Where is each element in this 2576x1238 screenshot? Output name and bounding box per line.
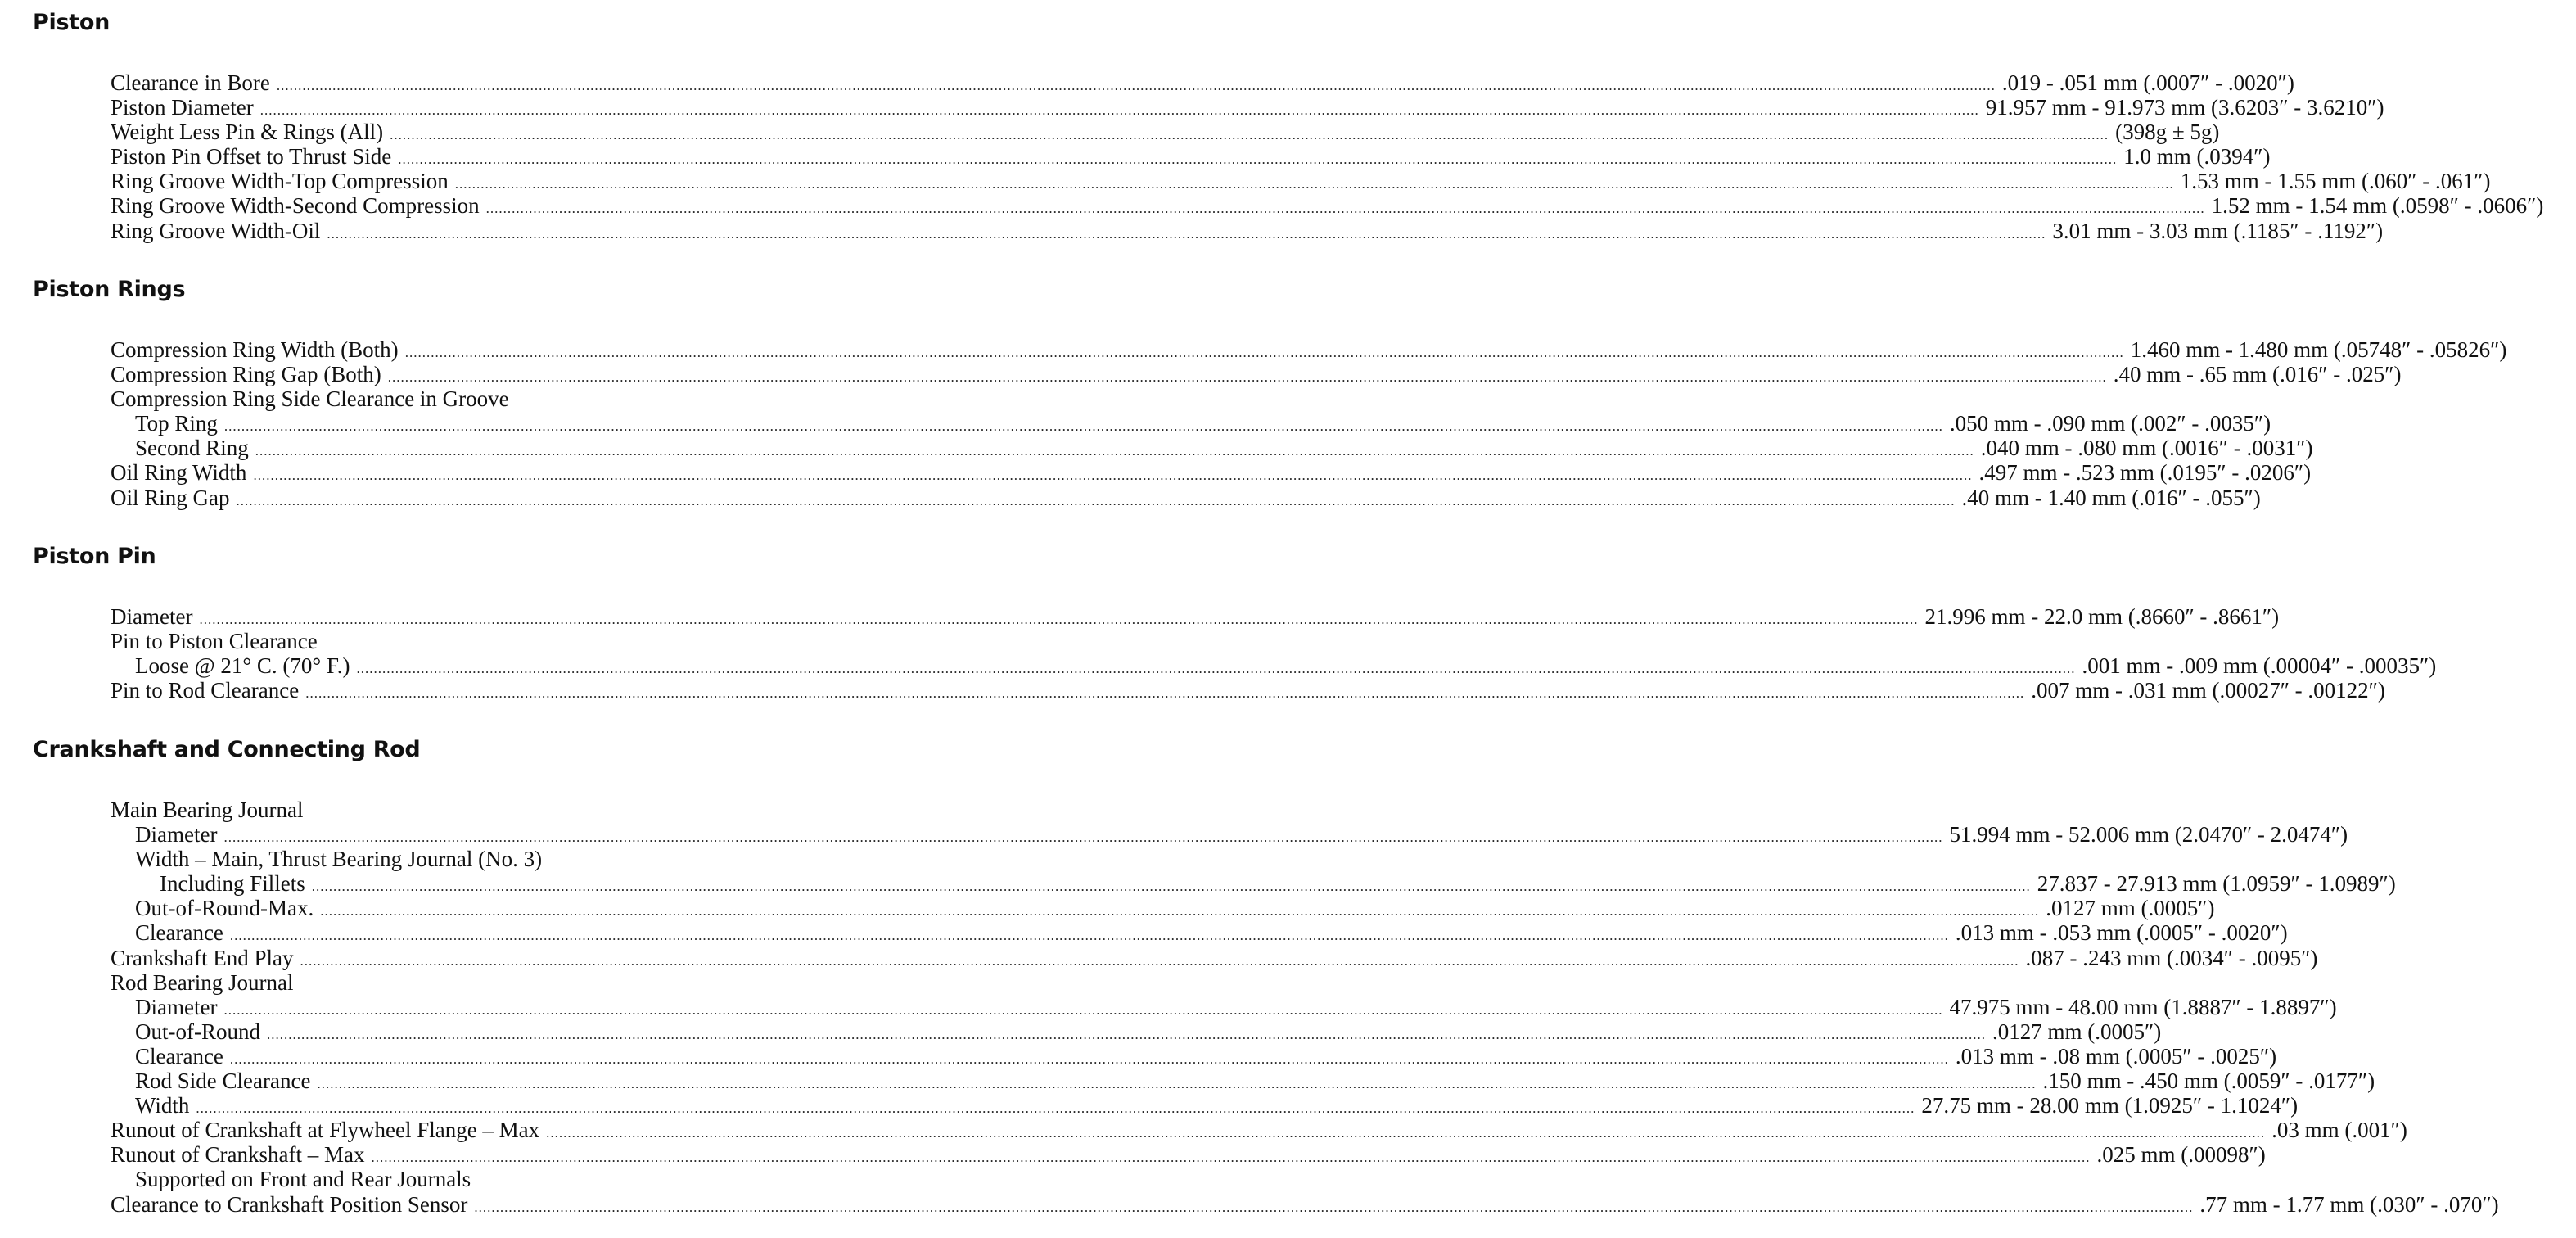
spec-label: Out-of-Round-Max. bbox=[135, 896, 314, 921]
section-rows-piston-pin bbox=[0, 604, 2437, 703]
dot-leader: ................................................................................................................................................................................................................................................................................................................................................................................................................ bbox=[196, 1100, 1915, 1117]
spec-row bbox=[0, 871, 2396, 897]
spec-row bbox=[0, 847, 1179, 871]
dot-leader: ................................................................................................................................................................................................................................................................................................................................................................................................................ bbox=[266, 1026, 1986, 1042]
dot-leader: ................................................................................................................................................................................................................................................................................................................................................................................................................ bbox=[404, 345, 2124, 360]
spec-row bbox=[0, 485, 2261, 510]
dot-leader: ................................................................................................................................................................................................................................................................................................................................................................................................................ bbox=[199, 612, 1919, 627]
spec-value: 51.994 mm - 52.006 mm (2.0470″ - 2.0474″) bbox=[1949, 822, 2348, 847]
dot-leader: ................................................................................................................................................................................................................................................................................................................................................................................................................ bbox=[398, 151, 2118, 168]
spec-row bbox=[0, 144, 2271, 169]
dot-leader: ................................................................................................................................................................................................................................................................................................................................................................................................................ bbox=[390, 127, 2109, 143]
dot-leader: ................................................................................................................................................................................................................................................................................................................................................................................................................ bbox=[223, 418, 1943, 435]
spec-value: .013 mm - .08 mm (.0005″ - .0025″) bbox=[1955, 1043, 2277, 1069]
spec-row bbox=[0, 994, 2337, 1019]
section-rows-crankshaft bbox=[0, 797, 2499, 1217]
spec-label: Runout of Crankshaft – Max bbox=[111, 1142, 365, 1168]
dot-leader: ................................................................................................................................................................................................................................................................................................................................................................................................................ bbox=[276, 78, 1996, 93]
spec-row bbox=[0, 120, 2220, 145]
dot-leader: ................................................................................................................................................................................................................................................................................................................................................................................................................ bbox=[305, 685, 2025, 702]
spec-value: 47.975 mm - 48.00 mm (1.8887″ - 1.8897″) bbox=[1949, 994, 2337, 1019]
spec-row bbox=[0, 70, 2294, 95]
spec-value: (398g ± 5g) bbox=[2115, 120, 2220, 145]
spec-label: Rod Bearing Journal bbox=[111, 969, 294, 995]
dot-leader: ................................................................................................................................................................................................................................................................................................................................................................................................................ bbox=[474, 1199, 2194, 1215]
spec-value: .40 mm - .65 mm (.016″ - .025″) bbox=[2113, 362, 2402, 387]
spec-row bbox=[0, 1118, 2407, 1143]
spec-value: .007 mm - .031 mm (.00027″ - .00122″) bbox=[2031, 678, 2385, 703]
spec-row bbox=[0, 797, 1179, 822]
spec-row bbox=[0, 945, 2318, 970]
dot-leader: ................................................................................................................................................................................................................................................................................................................................................................................................................ bbox=[317, 1076, 2037, 1092]
spec-label: Clearance in Bore bbox=[111, 70, 270, 95]
dot-leader: ................................................................................................................................................................................................................................................................................................................................................................................................................ bbox=[320, 903, 2040, 919]
spec-label: Width – Main, Thrust Bearing Journal (No. 3) bbox=[135, 847, 543, 872]
spec-label: Top Ring bbox=[135, 411, 218, 436]
spec-value: .77 mm - 1.77 mm (.030″ - .070″) bbox=[2199, 1191, 2499, 1217]
spec-label: Rod Side Clearance bbox=[135, 1069, 311, 1094]
spec-value: .001 mm - .009 mm (.00004″ - .00035″) bbox=[2082, 653, 2437, 679]
spec-label: Oil Ring Width bbox=[111, 460, 247, 486]
spec-label: Crankshaft End Play bbox=[111, 945, 294, 970]
spec-label: Runout of Crankshaft at Flywheel Flange – Max bbox=[111, 1118, 540, 1143]
dot-leader: ................................................................................................................................................................................................................................................................................................................................................................................................................ bbox=[546, 1125, 2266, 1141]
spec-row bbox=[0, 653, 2437, 679]
section-title-piston-pin: Piston Pin bbox=[33, 544, 156, 569]
spec-label: Diameter bbox=[135, 994, 218, 1019]
spec-row bbox=[0, 362, 2402, 387]
spec-value: 21.996 mm - 22.0 mm (.8660″ - .8661″) bbox=[1924, 604, 2280, 629]
spec-value: 1.0 mm (.0394″) bbox=[2123, 144, 2271, 169]
spec-row bbox=[0, 1069, 2375, 1094]
spec-label: Clearance bbox=[135, 920, 223, 946]
spec-value: .40 mm - 1.40 mm (.016″ - .055″) bbox=[1961, 485, 2261, 510]
spec-value: .013 mm - .053 mm (.0005″ - .0020″) bbox=[1955, 920, 2288, 946]
dot-leader: ................................................................................................................................................................................................................................................................................................................................................................................................................ bbox=[259, 102, 1979, 119]
section-title-crankshaft: Crankshaft and Connecting Rod bbox=[33, 737, 421, 762]
spec-value: 1.52 mm - 1.54 mm (.0598″ - .0606″) bbox=[2211, 193, 2544, 219]
spec-value: .0127 mm (.0005″) bbox=[2046, 896, 2215, 921]
spec-label: Ring Groove Width-Second Compression bbox=[111, 193, 480, 219]
spec-value: .025 mm (.00098″) bbox=[2096, 1142, 2266, 1168]
spec-value: .03 mm (.001″) bbox=[2271, 1118, 2407, 1143]
spec-row bbox=[0, 95, 2384, 120]
spec-value: 91.957 mm - 91.973 mm (3.6203″ - 3.6210″) bbox=[1985, 95, 2384, 120]
spec-label: Ring Groove Width-Oil bbox=[111, 218, 321, 243]
spec-label: Clearance bbox=[135, 1043, 223, 1069]
dot-leader: ................................................................................................................................................................................................................................................................................................................................................................................................................ bbox=[485, 201, 2205, 217]
spec-row bbox=[0, 337, 2507, 362]
spec-value: 1.53 mm - 1.55 mm (.060″ - .061″) bbox=[2180, 169, 2491, 194]
spec-label: Loose @ 21° C. (70° F.) bbox=[135, 653, 350, 679]
spec-label: Compression Ring Side Clearance in Groove bbox=[111, 386, 509, 412]
spec-row bbox=[0, 1093, 2299, 1118]
spec-row bbox=[0, 1142, 2266, 1168]
spec-label: Piston Diameter bbox=[111, 95, 254, 120]
dot-leader: ................................................................................................................................................................................................................................................................................................................................................................................................................ bbox=[223, 1001, 1943, 1018]
spec-row bbox=[0, 1019, 2162, 1044]
spec-row bbox=[0, 896, 2215, 921]
dot-leader: ................................................................................................................................................................................................................................................................................................................................................................................................................ bbox=[311, 879, 2031, 895]
spec-row bbox=[0, 411, 2271, 436]
spec-label: Compression Ring Width (Both) bbox=[111, 337, 399, 362]
section-rows-piston bbox=[0, 70, 2544, 243]
spec-label: Ring Groove Width-Top Compression bbox=[111, 169, 449, 194]
dot-leader: ................................................................................................................................................................................................................................................................................................................................................................................................................ bbox=[356, 661, 2076, 677]
spec-label: Width bbox=[135, 1093, 190, 1118]
dot-leader: ................................................................................................................................................................................................................................................................................................................................................................................................................ bbox=[229, 928, 1949, 944]
spec-label: Including Fillets bbox=[160, 871, 305, 897]
spec-row bbox=[0, 678, 2385, 703]
spec-label: Diameter bbox=[111, 604, 193, 629]
dot-leader: ................................................................................................................................................................................................................................................................................................................................................................................................................ bbox=[236, 492, 1956, 508]
spec-label: Weight Less Pin & Rings (All) bbox=[111, 120, 384, 145]
spec-row bbox=[0, 386, 1179, 411]
spec-value: .497 mm - .523 mm (.0195″ - .0206″) bbox=[1978, 460, 2312, 486]
spec-label: Oil Ring Gap bbox=[111, 485, 230, 510]
spec-value: 1.460 mm - 1.480 mm (.05748″ - .05826″) bbox=[2130, 337, 2507, 362]
dot-leader: ................................................................................................................................................................................................................................................................................................................................................................................................................ bbox=[454, 176, 2174, 192]
spec-row bbox=[0, 193, 2544, 219]
dot-leader: ................................................................................................................................................................................................................................................................................................................................................................................................................ bbox=[387, 369, 2107, 386]
spec-value: .0127 mm (.0005″) bbox=[1992, 1019, 2162, 1044]
spec-value: 27.837 - 27.913 mm (1.0959″ - 1.0989″) bbox=[2037, 871, 2396, 897]
spec-label: Pin to Piston Clearance bbox=[111, 629, 318, 654]
spec-row bbox=[0, 920, 2288, 946]
dot-leader: ................................................................................................................................................................................................................................................................................................................................................................................................................ bbox=[300, 952, 2019, 969]
dot-leader: ................................................................................................................................................................................................................................................................................................................................................................................................................ bbox=[371, 1150, 2091, 1166]
spec-row bbox=[0, 169, 2491, 194]
spec-label: Pin to Rod Clearance bbox=[111, 678, 300, 703]
dot-leader: ................................................................................................................................................................................................................................................................................................................................................................................................................ bbox=[229, 1050, 1949, 1067]
spec-label: Out-of-Round bbox=[135, 1019, 260, 1044]
spec-row bbox=[0, 970, 1179, 995]
dot-leader: ................................................................................................................................................................................................................................................................................................................................................................................................................ bbox=[223, 829, 1943, 846]
spec-row bbox=[0, 460, 2312, 486]
spec-row bbox=[0, 604, 2280, 629]
spec-value: .019 - .051 mm (.0007″ - .0020″) bbox=[2001, 70, 2294, 95]
spec-row bbox=[0, 822, 2348, 847]
spec-label: Piston Pin Offset to Thrust Side bbox=[111, 144, 392, 169]
spec-label: Compression Ring Gap (Both) bbox=[111, 362, 381, 387]
spec-label: Diameter bbox=[135, 822, 218, 847]
dot-leader: ................................................................................................................................................................................................................................................................................................................................................................................................................ bbox=[255, 443, 1974, 459]
spec-label: Main Bearing Journal bbox=[111, 797, 304, 822]
spec-value: .150 mm - .450 mm (.0059″ - .0177″) bbox=[2042, 1069, 2375, 1094]
spec-row bbox=[0, 218, 2384, 243]
spec-label: Clearance to Crankshaft Position Sensor bbox=[111, 1191, 468, 1217]
dot-leader: ................................................................................................................................................................................................................................................................................................................................................................................................................ bbox=[327, 225, 2046, 242]
spec-label: Second Ring bbox=[135, 436, 249, 461]
spec-label: Supported on Front and Rear Journals bbox=[135, 1167, 471, 1192]
section-title-piston: Piston bbox=[33, 10, 110, 35]
spec-row bbox=[0, 629, 1179, 653]
spec-value: .040 mm - .080 mm (.0016″ - .0031″) bbox=[1980, 436, 2313, 461]
spec-row bbox=[0, 1043, 2277, 1069]
dot-leader: ................................................................................................................................................................................................................................................................................................................................................................................................................ bbox=[253, 468, 1973, 484]
section-title-piston-rings: Piston Rings bbox=[33, 277, 186, 302]
spec-row bbox=[0, 436, 2313, 461]
spec-row bbox=[0, 1167, 1179, 1191]
spec-row bbox=[0, 1191, 2499, 1217]
section-rows-piston-rings bbox=[0, 337, 2507, 510]
spec-value: .050 mm - .090 mm (.002″ - .0035″) bbox=[1949, 411, 2271, 436]
spec-value: 3.01 mm - 3.03 mm (.1185″ - .1192″) bbox=[2052, 218, 2384, 243]
spec-value: .087 - .243 mm (.0034″ - .0095″) bbox=[2025, 945, 2318, 970]
spec-value: 27.75 mm - 28.00 mm (1.0925″ - 1.1024″) bbox=[1921, 1093, 2299, 1118]
